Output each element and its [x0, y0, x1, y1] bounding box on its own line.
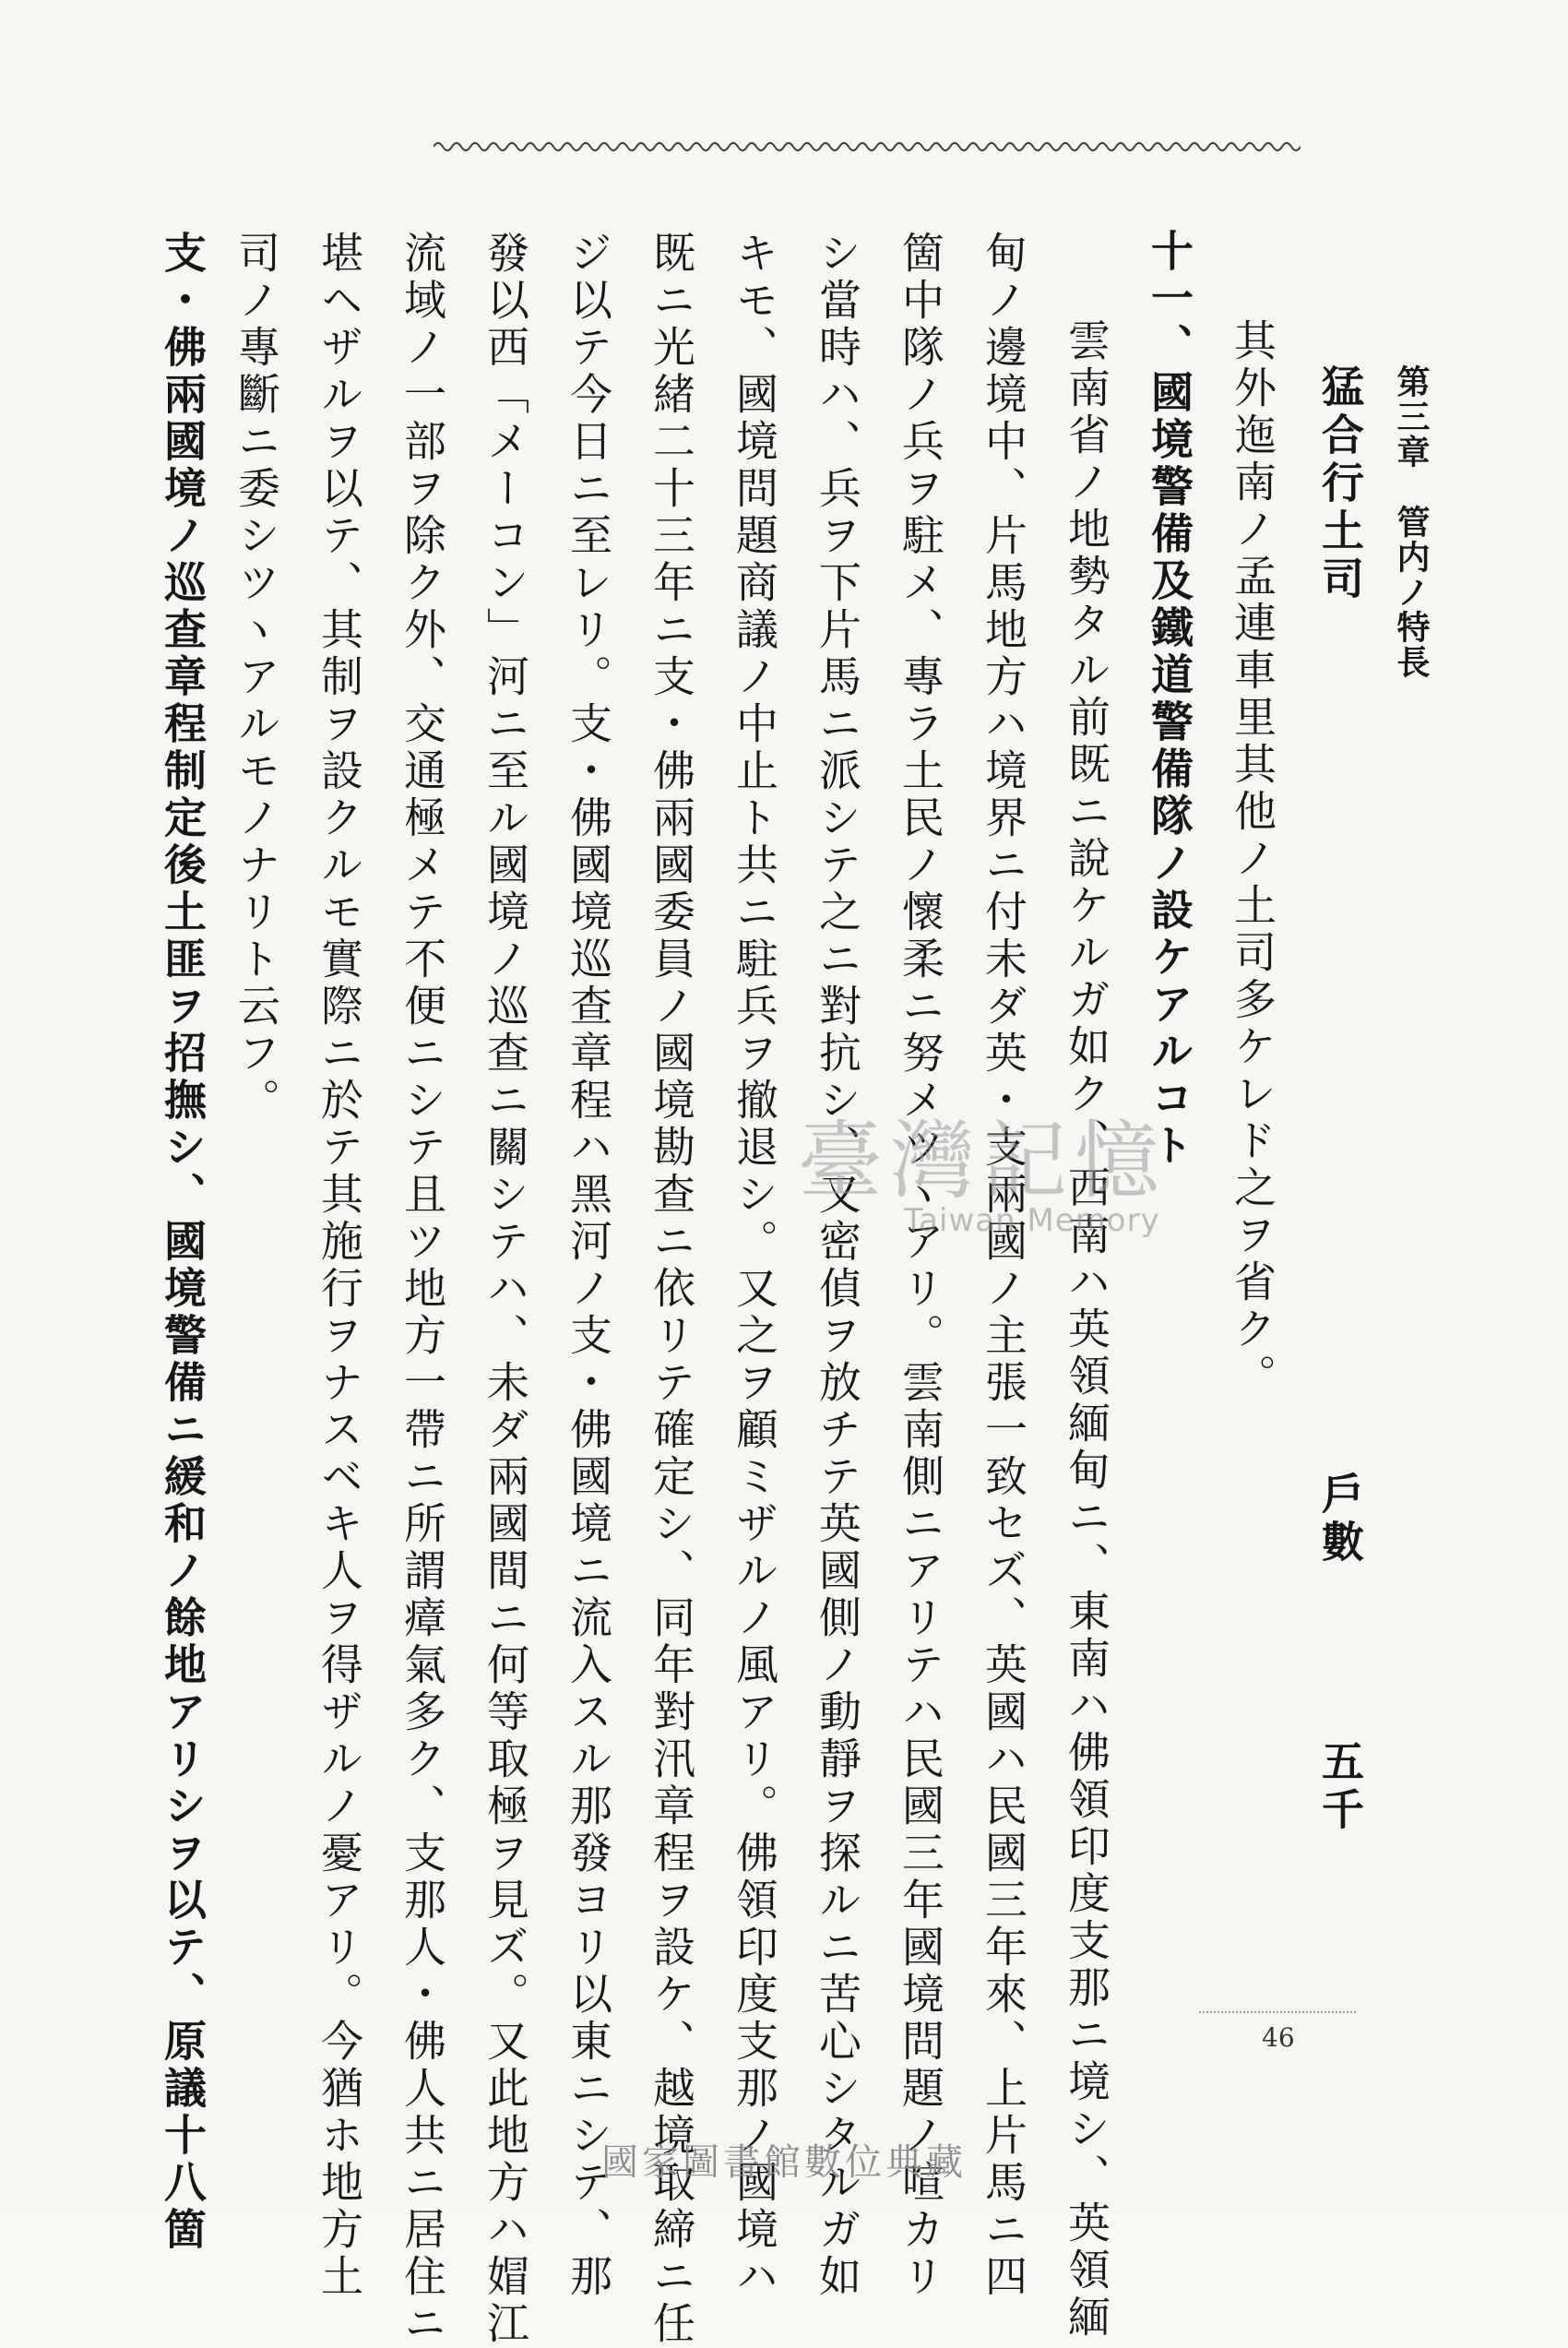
section-subtitle: 猛合行土司	[1315, 364, 1365, 604]
text-column: 箇中隊ノ兵ヲ駐メ、專ラ土民ノ懷柔ニ努メツヽアリ。雲南側ニアリテハ民國三年國境問題ノ喧カリ	[896, 231, 945, 2301]
text-column: ジ以テ今日ニ至レリ。支・佛國境巡查章程ハ黑河ノ支・佛國境ニ流入スル那發ヨリ以東ニシテ、那	[564, 231, 613, 2301]
archive-footer: 國家圖書館數位典藏	[601, 2141, 967, 2184]
text-column: 發以西「メーコン」河ニ至ル國境ノ巡查ニ關シテハ、未ダ兩國間ニ何等取極ヲ見ズ。又此地方ハ媢江	[481, 231, 530, 2348]
watermark-cjk: 臺灣記憶	[798, 1112, 1168, 1210]
page-number: 46	[1262, 2022, 1295, 2053]
text-column: 其外迤南ノ孟連車里其他ノ土司多ケレド之ヲ省ク。	[1228, 318, 1277, 1400]
households-value: 五千	[1315, 1739, 1365, 1835]
text-column: 流域ノ一部ヲ除ク外、交通極メテ不便ニシテ且ツ地方一帶ニ所謂瘴氣多ク、支那人・佛人共ニ居住ニ	[398, 231, 447, 2348]
text-column: 甸ノ邊境中、片馬地方ハ境界ニ付未ダ英・支兩國ノ主張一致セズ、英國ハ民國三年來、上片馬ニ四	[979, 231, 1028, 2301]
decorative-wavy-rule	[434, 137, 1301, 157]
section-heading: 十一、國境警備及鐵道警備隊ノ設ケアルコト	[1145, 229, 1194, 1170]
text-column: 雲南省ノ地勢タル前既ニ說ケルガ如ク、西南ハ英領緬甸ニ、東南ハ佛領印度支那ニ境シ、英領緬	[1062, 318, 1111, 2342]
text-column: キモ、國境問題商議ノ中止ト共ニ駐兵ヲ撤退シ。又之ヲ顧ミザルノ風アリ。佛領印度支那ノ國境ハ	[730, 231, 779, 2301]
text-column: 堪ヘザルヲ以テ、其制ヲ設クルモ實際ニ於テ其施行ヲナスベキ人ヲ得ザルノ憂アリ。今猶ホ地方土	[315, 231, 364, 2301]
chapter-header: 第三章 管内ノ特長	[1392, 364, 1431, 680]
text-column: シ當時ハ、兵ヲ下片馬ニ派シテ之ニ對抗シ、又密偵ヲ放チテ英國側ノ動靜ヲ探ルニ苦心シタルガ如	[813, 231, 862, 2301]
text-column: 既ニ光緒二十三年ニ支・佛兩國委員ノ國境勘查ニ依リテ確定シ、同年對汛章程ヲ設ケ、越境取締ニ任	[647, 231, 696, 2348]
households-label: 戶數	[1315, 1472, 1365, 1567]
text-column: 司ノ專斷ニ委シツヽアルモノナリト云フ。	[232, 231, 281, 1125]
watermark	[798, 1093, 1231, 1269]
page-number-rule	[1199, 2011, 1356, 2013]
text-column: 支・佛兩國境ノ巡查章程制定後土匪ヲ招撫シ、國境警備ニ緩和ノ餘地アリシヲ以テ、原議十八箇	[158, 231, 208, 2254]
watermark-en: Taiwan Memory	[904, 1202, 1160, 1239]
